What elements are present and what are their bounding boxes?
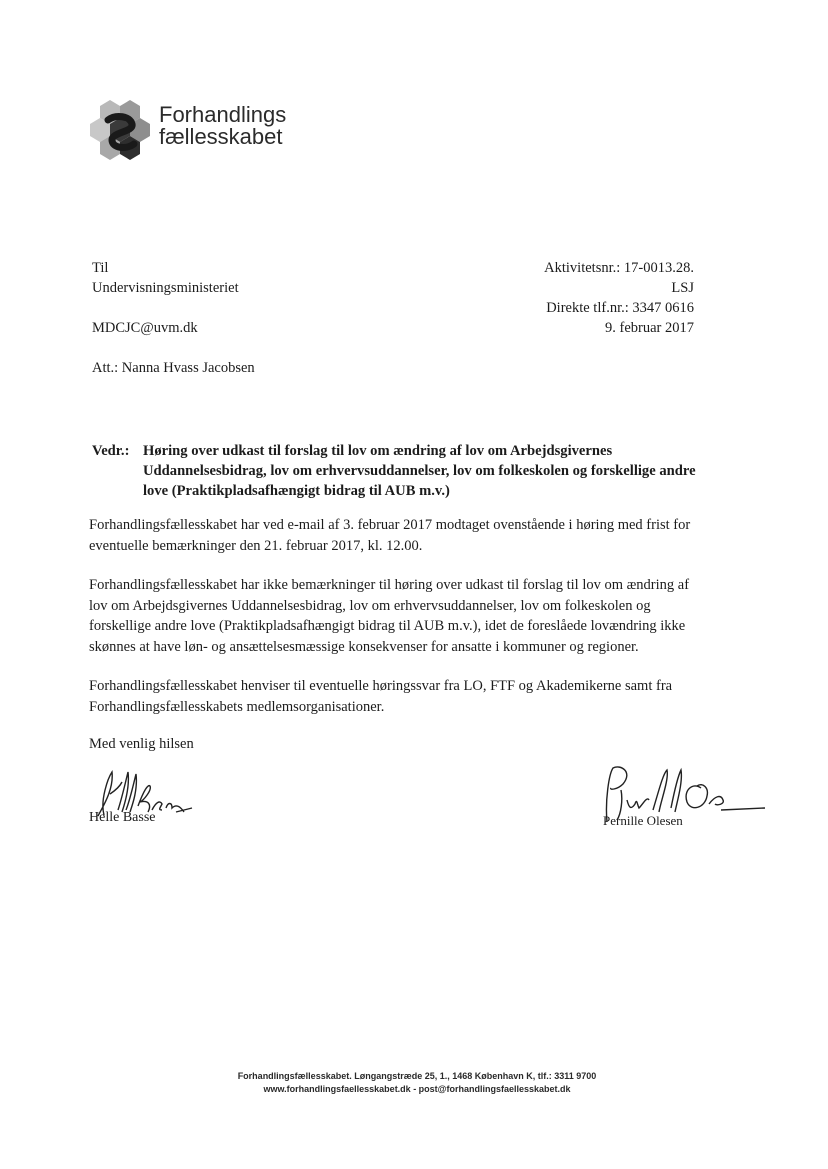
subject-block <box>92 441 712 501</box>
signer-left-name: Helle Basse <box>89 810 156 825</box>
body-paragraph-1: Forhandlingsfællesskabet har ved e-mail af 3. februar 2017 modtaget ovenstående i høring med frist for eventuelle bemærkninger den 21. februar 2017, kl. 12.00. <box>89 517 691 554</box>
recipient-to-label: Til <box>92 260 109 276</box>
subject-text: Høring over udkast til forslag til lov om ændring af lov om Arbejdsgivernes Uddannelsesbidrag, lov om erhvervsuddannelser, lov om folkeskolen og forskellige andre love (Praktikpladsafhængigt bidrag til AUB m.v.) <box>143 443 696 499</box>
activity-number: Aktivitetsnr.: 17-0013.28. <box>544 260 694 276</box>
recipient-email: MDCJC@uvm.dk <box>92 320 198 336</box>
logo-line-2: fællesskabet <box>159 124 283 149</box>
logo <box>90 100 320 170</box>
recipient-block <box>92 258 255 378</box>
logo-wordmark <box>159 104 286 148</box>
footer-address: Forhandlingsfællesskabet. Løngangstræde 25, 1., 1468 København K, tlf.: 3311 9700 <box>237 1071 597 1081</box>
body-paragraph-2: Forhandlingsfællesskabet har ikke bemærkninger til høring over udkast til forslag til lov om ændring af lov om Arbejdsgivernes Uddannelsesbidrag, lov om erhvervsuddannelser, lov om folkeskolen og forskellige andre love (Praktikpladsafhængigt bidrag til AUB m.v.), idet de foreslåede lovændring ikke skønnes at have løn- og ansættelsesmæssige konsekvenser for ansatte i kommuner og regioner. <box>89 577 690 655</box>
body-paragraph-3: Forhandlingsfællesskabet henviser til eventuelle høringssvar fra LO, FTF og Akademikerne samt fra Forhandlingsfællesskabets medlemsorganisationer. <box>89 678 673 715</box>
subject-label: Vedr.: <box>92 443 130 459</box>
closing-phrase: Med venlig hilsen <box>89 736 194 752</box>
recipient-attention: Att.: Nanna Hvass Jacobsen <box>92 360 255 376</box>
recipient-organization: Undervisningsministeriet <box>92 280 239 296</box>
footer <box>0 1070 828 1096</box>
direct-phone: Direkte tlf.nr.: 3347 0616 <box>546 300 694 316</box>
letter-meta <box>544 258 694 338</box>
footer-web-contact: www.forhandlingsfaellesskabet.dk - post@forhandlingsfaellesskabet.dk <box>263 1084 571 1094</box>
letter-body <box>89 515 703 736</box>
letter-date: 9. februar 2017 <box>605 320 694 336</box>
hexagon-logo-icon <box>90 100 152 170</box>
logo-line-1: Forhandlings <box>159 102 287 127</box>
signer-right-name: Pernille Olesen <box>603 813 683 828</box>
initials: LSJ <box>671 280 694 296</box>
